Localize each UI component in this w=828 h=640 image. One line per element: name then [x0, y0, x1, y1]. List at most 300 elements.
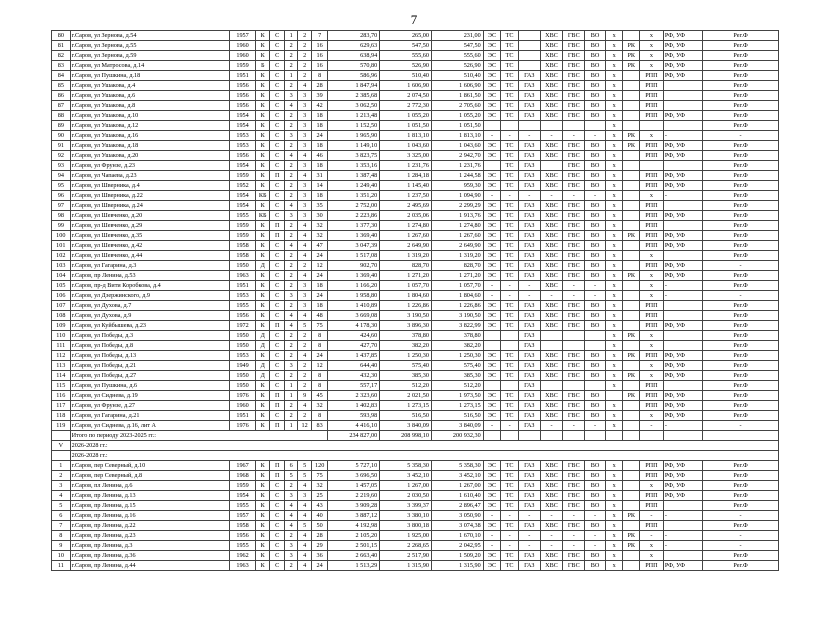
table-cell [623, 291, 640, 301]
table-cell [483, 381, 501, 391]
table-cell: х [640, 271, 664, 281]
table-cell: 4 [298, 351, 311, 361]
table-cell: Рег.Ф [703, 331, 779, 341]
table-cell: 1 226,86 [380, 301, 432, 311]
table-cell: ТС [501, 241, 519, 251]
table-cell: РПП [640, 221, 664, 231]
table-cell: 1 149,10 [328, 141, 380, 151]
table-cell: 575,40 [431, 361, 483, 371]
table-cell: 1950 [230, 331, 256, 341]
table-cell: Рег.Ф [703, 231, 779, 241]
table-cell: - [501, 291, 519, 301]
table-cell: ЭС [483, 371, 501, 381]
table-cell [663, 161, 702, 171]
table-cell: 959,30 [431, 181, 483, 191]
table-cell: х [605, 461, 623, 471]
table-cell: 3 [52, 481, 71, 491]
table-cell: 92 [52, 151, 71, 161]
table-cell: 2 223,86 [328, 211, 380, 221]
table-cell: 4 [284, 511, 297, 521]
table-cell: 265,00 [380, 31, 432, 41]
table-cell: 8 [52, 531, 71, 541]
table-cell: ГАЗ [518, 181, 540, 191]
table-cell: 1 813,10 [431, 131, 483, 141]
table-cell: ГАЗ [518, 201, 540, 211]
table-cell: х [640, 131, 664, 141]
table-cell: 1 267,60 [431, 231, 483, 241]
table-cell [623, 91, 640, 101]
table-cell: ВО [585, 411, 606, 421]
table-row [52, 351, 779, 361]
table-cell: - [540, 191, 563, 201]
table-cell: Рег.Ф [703, 41, 779, 51]
table-row [52, 101, 779, 111]
table-cell [585, 431, 606, 441]
table-cell: 1 [284, 381, 297, 391]
table-row [52, 461, 779, 471]
table-cell: К [255, 121, 269, 131]
table-cell: ГВС [563, 411, 585, 421]
table-cell: К [255, 291, 269, 301]
table-cell: РФ, УФ [663, 371, 702, 381]
table-cell: РФ, УФ [663, 481, 702, 491]
table-cell: РФ, УФ [663, 411, 702, 421]
table-cell: г.Саров, пр Ленина, д.23 [70, 531, 229, 541]
table-cell: 1 319,20 [431, 251, 483, 261]
table-cell: ТС [501, 141, 519, 151]
table-cell: 1 315,90 [431, 561, 483, 571]
table-cell: 4 192,98 [328, 521, 380, 531]
table-cell: 48 [311, 311, 328, 321]
table-cell [623, 501, 640, 511]
table-cell: 115 [52, 381, 71, 391]
table-cell: Рег.Ф [703, 241, 779, 251]
table-cell: ТС [501, 521, 519, 531]
table-cell: РПП [640, 141, 664, 151]
table-cell: ГАЗ [518, 471, 540, 481]
table-cell: 2 [284, 411, 297, 421]
table-cell: - [540, 511, 563, 521]
table-cell: 1953 [230, 141, 256, 151]
table-cell: К [255, 51, 269, 61]
table-cell: х [605, 271, 623, 281]
table-cell: х [605, 31, 623, 41]
table-row [52, 421, 779, 431]
table-cell: ЭС [483, 311, 501, 321]
table-cell: 4 [284, 501, 297, 511]
table-cell: 36 [311, 551, 328, 561]
table-cell: 1954 [230, 191, 256, 201]
table-cell: ГВС [563, 461, 585, 471]
table-cell: 3 190,50 [380, 311, 432, 321]
table-cell: 101 [52, 241, 71, 251]
table-cell: ГВС [563, 231, 585, 241]
table-cell: ТС [501, 91, 519, 101]
table-cell: ЭС [483, 111, 501, 121]
table-cell: х [605, 471, 623, 481]
table-cell: - [585, 281, 606, 291]
table-cell: ГАЗ [518, 461, 540, 471]
table-cell: 2 649,90 [380, 241, 432, 251]
table-cell: РК [623, 531, 640, 541]
table-cell: 31 [311, 171, 328, 181]
table-cell: 378,80 [380, 331, 432, 341]
table-cell: С [270, 181, 284, 191]
table-cell: С [270, 51, 284, 61]
table-cell: 208 998,10 [380, 431, 432, 441]
table-cell: г.Саров, ул Духова, д.7 [70, 301, 229, 311]
table-cell: 1951 [230, 281, 256, 291]
table-cell: ЭС [483, 101, 501, 111]
table-cell: Рег.Ф [703, 361, 779, 371]
table-cell: ЭС [483, 51, 501, 61]
table-cell [623, 201, 640, 211]
table-cell [623, 321, 640, 331]
table-cell [663, 101, 702, 111]
table-cell: г.Саров, ул Шверника, д.24 [70, 201, 229, 211]
table-cell: ХВС [540, 521, 563, 531]
table-row [52, 211, 779, 221]
table-cell: х [605, 231, 623, 241]
table-cell: ГВС [563, 481, 585, 491]
table-cell: 32 [311, 231, 328, 241]
table-cell: С [270, 271, 284, 281]
table-cell: РФ, УФ [663, 171, 702, 181]
table-row [52, 111, 779, 121]
table-cell [663, 331, 702, 341]
table-cell: х [640, 41, 664, 51]
table-cell [623, 521, 640, 531]
table-cell: 103 [52, 261, 71, 271]
table-cell: РПП [640, 471, 664, 481]
table-cell: РПП [640, 301, 664, 311]
table-cell: Рег.Ф [703, 561, 779, 571]
subheading-row [52, 451, 779, 461]
table-cell: РПП [640, 81, 664, 91]
table-cell: х [605, 51, 623, 61]
table-cell: 3 [298, 161, 311, 171]
table-cell: V [52, 441, 71, 451]
table-cell: г.Саров, ул Победы, д.13 [70, 351, 229, 361]
table-cell: ТС [501, 261, 519, 271]
table-cell: ХВС [540, 221, 563, 231]
table-cell: ВО [585, 211, 606, 221]
table-cell: 1954 [230, 201, 256, 211]
table-row [52, 31, 779, 41]
table-cell: 110 [52, 331, 71, 341]
table-cell: ХВС [540, 71, 563, 81]
table-cell: 87 [52, 101, 71, 111]
table-cell: 3 669,08 [328, 311, 380, 321]
table-cell: РК [623, 41, 640, 51]
table-cell: 2 030,50 [380, 491, 432, 501]
table-cell: Рег.Ф [703, 391, 779, 401]
table-cell: - [501, 131, 519, 141]
table-cell [540, 161, 563, 171]
table-cell: ЭС [483, 31, 501, 41]
table-cell: 2 [284, 181, 297, 191]
table-cell: 2 [284, 301, 297, 311]
table-cell: х [605, 121, 623, 131]
table-cell: 1 271,20 [431, 271, 483, 281]
table-cell: - [501, 191, 519, 201]
table-cell: 2 [284, 121, 297, 131]
table-cell: ВО [585, 31, 606, 41]
table-cell: РК [623, 371, 640, 381]
table-cell: ГВС [563, 51, 585, 61]
table-cell: ВО [585, 201, 606, 211]
table-cell: 4 [298, 561, 311, 571]
table-cell: К [255, 541, 269, 551]
table-cell: 83 [311, 421, 328, 431]
table-cell: 88 [52, 111, 71, 121]
table-cell: ВО [585, 91, 606, 101]
table-cell: РПП [640, 501, 664, 511]
table-cell: ТС [501, 151, 519, 161]
table-cell: 102 [52, 251, 71, 261]
table-cell: г.Саров, ул Сиднева, д.16, лит А [70, 421, 229, 431]
table-cell: х [605, 101, 623, 111]
table-cell: 4 [284, 201, 297, 211]
table-cell: 1 606,90 [431, 81, 483, 91]
table-cell: - [585, 541, 606, 551]
table-cell: ТС [501, 491, 519, 501]
table-cell: - [483, 511, 501, 521]
table-cell: 1 267,00 [380, 481, 432, 491]
table-cell [623, 461, 640, 471]
table-cell: ГВС [563, 61, 585, 71]
table-cell: 1953 [230, 291, 256, 301]
table-row [52, 131, 779, 141]
table-cell: ГВС [563, 501, 585, 511]
table-cell: х [640, 61, 664, 71]
table-cell: - [540, 131, 563, 141]
table-cell: РФ, УФ [663, 561, 702, 571]
table-cell: 4 416,10 [328, 421, 380, 431]
table-cell: ЭС [483, 251, 501, 261]
table-cell: х [605, 341, 623, 351]
table-cell: ТС [501, 71, 519, 81]
table-cell: ГВС [563, 271, 585, 281]
table-cell [585, 331, 606, 341]
table-cell: 3 [284, 551, 297, 561]
table-cell: 18 [311, 121, 328, 131]
table-cell: ТС [501, 481, 519, 491]
table-cell: ВО [585, 61, 606, 71]
table-cell: 3 074,38 [431, 521, 483, 531]
table-cell: г.Саров, ул Ушакова, д.12 [70, 121, 229, 131]
table-cell: К [255, 461, 269, 471]
table-cell: - [585, 291, 606, 301]
table-cell: ГАЗ [518, 421, 540, 431]
table-cell: Рег.Ф [703, 91, 779, 101]
table-cell: 3 [298, 121, 311, 131]
table-cell: К [255, 391, 269, 401]
table-cell: - [540, 541, 563, 551]
table-cell: 3 399,37 [380, 501, 432, 511]
table-cell: Рег.Ф [703, 251, 779, 261]
table-cell: Рег.Ф [703, 501, 779, 511]
table-cell: ГАЗ [518, 551, 540, 561]
table-cell: 83 [52, 61, 71, 71]
table-cell: 1958 [230, 251, 256, 261]
table-cell [563, 331, 585, 341]
table-cell: РПП [640, 201, 664, 211]
table-cell: 8 [311, 411, 328, 421]
table-cell: ВО [585, 161, 606, 171]
table-cell: - [585, 131, 606, 141]
table-cell: 385,30 [431, 371, 483, 381]
table-cell: 3 [284, 131, 297, 141]
table-cell: 1 249,40 [328, 181, 380, 191]
table-cell: г.Саров, ул Ушакова, д.20 [70, 151, 229, 161]
table-cell: х [605, 551, 623, 561]
table-cell: ХВС [540, 371, 563, 381]
table-cell: - [663, 421, 702, 431]
table-cell: 1 267,00 [431, 481, 483, 491]
table-cell: РФ, УФ [663, 71, 702, 81]
table-cell: х [605, 321, 623, 331]
table-cell: 4 [298, 171, 311, 181]
table-cell: К [255, 381, 269, 391]
table-row [52, 341, 779, 351]
table-cell: 5 [298, 461, 311, 471]
table-cell: 4 [284, 311, 297, 321]
table-cell: ЭС [483, 211, 501, 221]
table-cell: 97 [52, 201, 71, 211]
table-cell: г.Саров, пр Ленина, д.22 [70, 521, 229, 531]
table-cell: К [255, 401, 269, 411]
table-cell [623, 301, 640, 311]
table-cell: 1 437,85 [328, 351, 380, 361]
table-cell: х [605, 141, 623, 151]
table-cell: г.Саров, ул Ушакова, д.10 [70, 111, 229, 121]
table-cell: 1956 [230, 101, 256, 111]
table-cell: 2 074,50 [380, 91, 432, 101]
table-cell: С [270, 371, 284, 381]
table-cell: ГВС [563, 141, 585, 151]
table-cell: 100 [52, 231, 71, 241]
table-cell: 1 055,20 [431, 111, 483, 121]
table-cell: С [270, 251, 284, 261]
table-cell: - [640, 511, 664, 521]
table-cell: 424,60 [328, 331, 380, 341]
table-cell: - [501, 531, 519, 541]
table-cell: 4 [298, 81, 311, 91]
table-cell: Рег.Ф [703, 101, 779, 111]
table-cell: 902,70 [328, 261, 380, 271]
table-cell: ЭС [483, 401, 501, 411]
table-cell: 3 [298, 491, 311, 501]
table-cell: - [563, 421, 585, 431]
table-cell: ГАЗ [518, 161, 540, 171]
table-cell: 1952 [230, 181, 256, 191]
table-cell: - [483, 541, 501, 551]
table-row [52, 41, 779, 51]
table-cell: ТС [501, 221, 519, 231]
table-cell: 1 051,50 [380, 121, 432, 131]
table-cell: - [563, 291, 585, 301]
table-cell: РФ, УФ [663, 491, 702, 501]
table-cell: 1 145,40 [380, 181, 432, 191]
table-cell: С [270, 311, 284, 321]
table-cell: Д [255, 371, 269, 381]
table-cell [663, 381, 702, 391]
table-cell: С [270, 541, 284, 551]
table-cell: ГВС [563, 471, 585, 481]
table-cell: - [663, 191, 702, 201]
table-cell: ЭС [483, 481, 501, 491]
table-cell: ТС [501, 361, 519, 371]
table-cell: ГАЗ [518, 361, 540, 371]
table-cell: Рег.Ф [703, 301, 779, 311]
table-cell: ХВС [540, 51, 563, 61]
table-cell: 1956 [230, 81, 256, 91]
table-cell: - [703, 131, 779, 141]
table-cell: ВО [585, 361, 606, 371]
table-cell: г.Саров, ул Матросова, д.14 [70, 61, 229, 71]
table-cell: ГВС [563, 551, 585, 561]
table-cell: ГАЗ [518, 301, 540, 311]
table-cell [563, 381, 585, 391]
table-cell: 1956 [230, 531, 256, 541]
table-cell: РПП [640, 351, 664, 361]
table-cell: ТС [501, 311, 519, 321]
table-cell [663, 301, 702, 311]
table-cell: - [563, 281, 585, 291]
table-cell: 2 035,06 [380, 211, 432, 221]
table-cell: х [605, 411, 623, 421]
table-cell: ГВС [563, 301, 585, 311]
table-cell: 2 752,00 [328, 201, 380, 211]
table-cell [663, 251, 702, 261]
table-cell [623, 561, 640, 571]
table-cell: ХВС [540, 151, 563, 161]
table-cell: 89 [52, 121, 71, 131]
table-cell: 2 495,69 [380, 201, 432, 211]
table-row [52, 171, 779, 181]
table-cell: - [663, 291, 702, 301]
table-cell: х [640, 251, 664, 261]
table-cell: 1 226,86 [431, 301, 483, 311]
table-cell: 46 [311, 151, 328, 161]
table-cell: 4 [284, 151, 297, 161]
table-cell: ГВС [563, 41, 585, 51]
table-cell: С [270, 121, 284, 131]
table-cell: х [605, 111, 623, 121]
table-cell: Рег.Ф [703, 551, 779, 561]
table-cell: К [255, 491, 269, 501]
table-cell: К [255, 561, 269, 571]
table-cell: 16 [311, 51, 328, 61]
table-cell: РПП [640, 321, 664, 331]
table-cell: 1950 [230, 381, 256, 391]
table-cell: - [518, 191, 540, 201]
table-cell: 1 250,30 [431, 351, 483, 361]
table-row [52, 121, 779, 131]
table-cell: 108 [52, 311, 71, 321]
table-cell [663, 201, 702, 211]
table-cell: 2 [284, 371, 297, 381]
table-cell: ХВС [540, 181, 563, 191]
table-cell: 3 062,50 [328, 101, 380, 111]
table-cell [483, 431, 501, 441]
table-cell: - [518, 291, 540, 301]
table-cell [623, 411, 640, 421]
table-cell [483, 341, 501, 351]
table-cell: РФ, УФ [663, 351, 702, 361]
table-cell: - [703, 421, 779, 431]
